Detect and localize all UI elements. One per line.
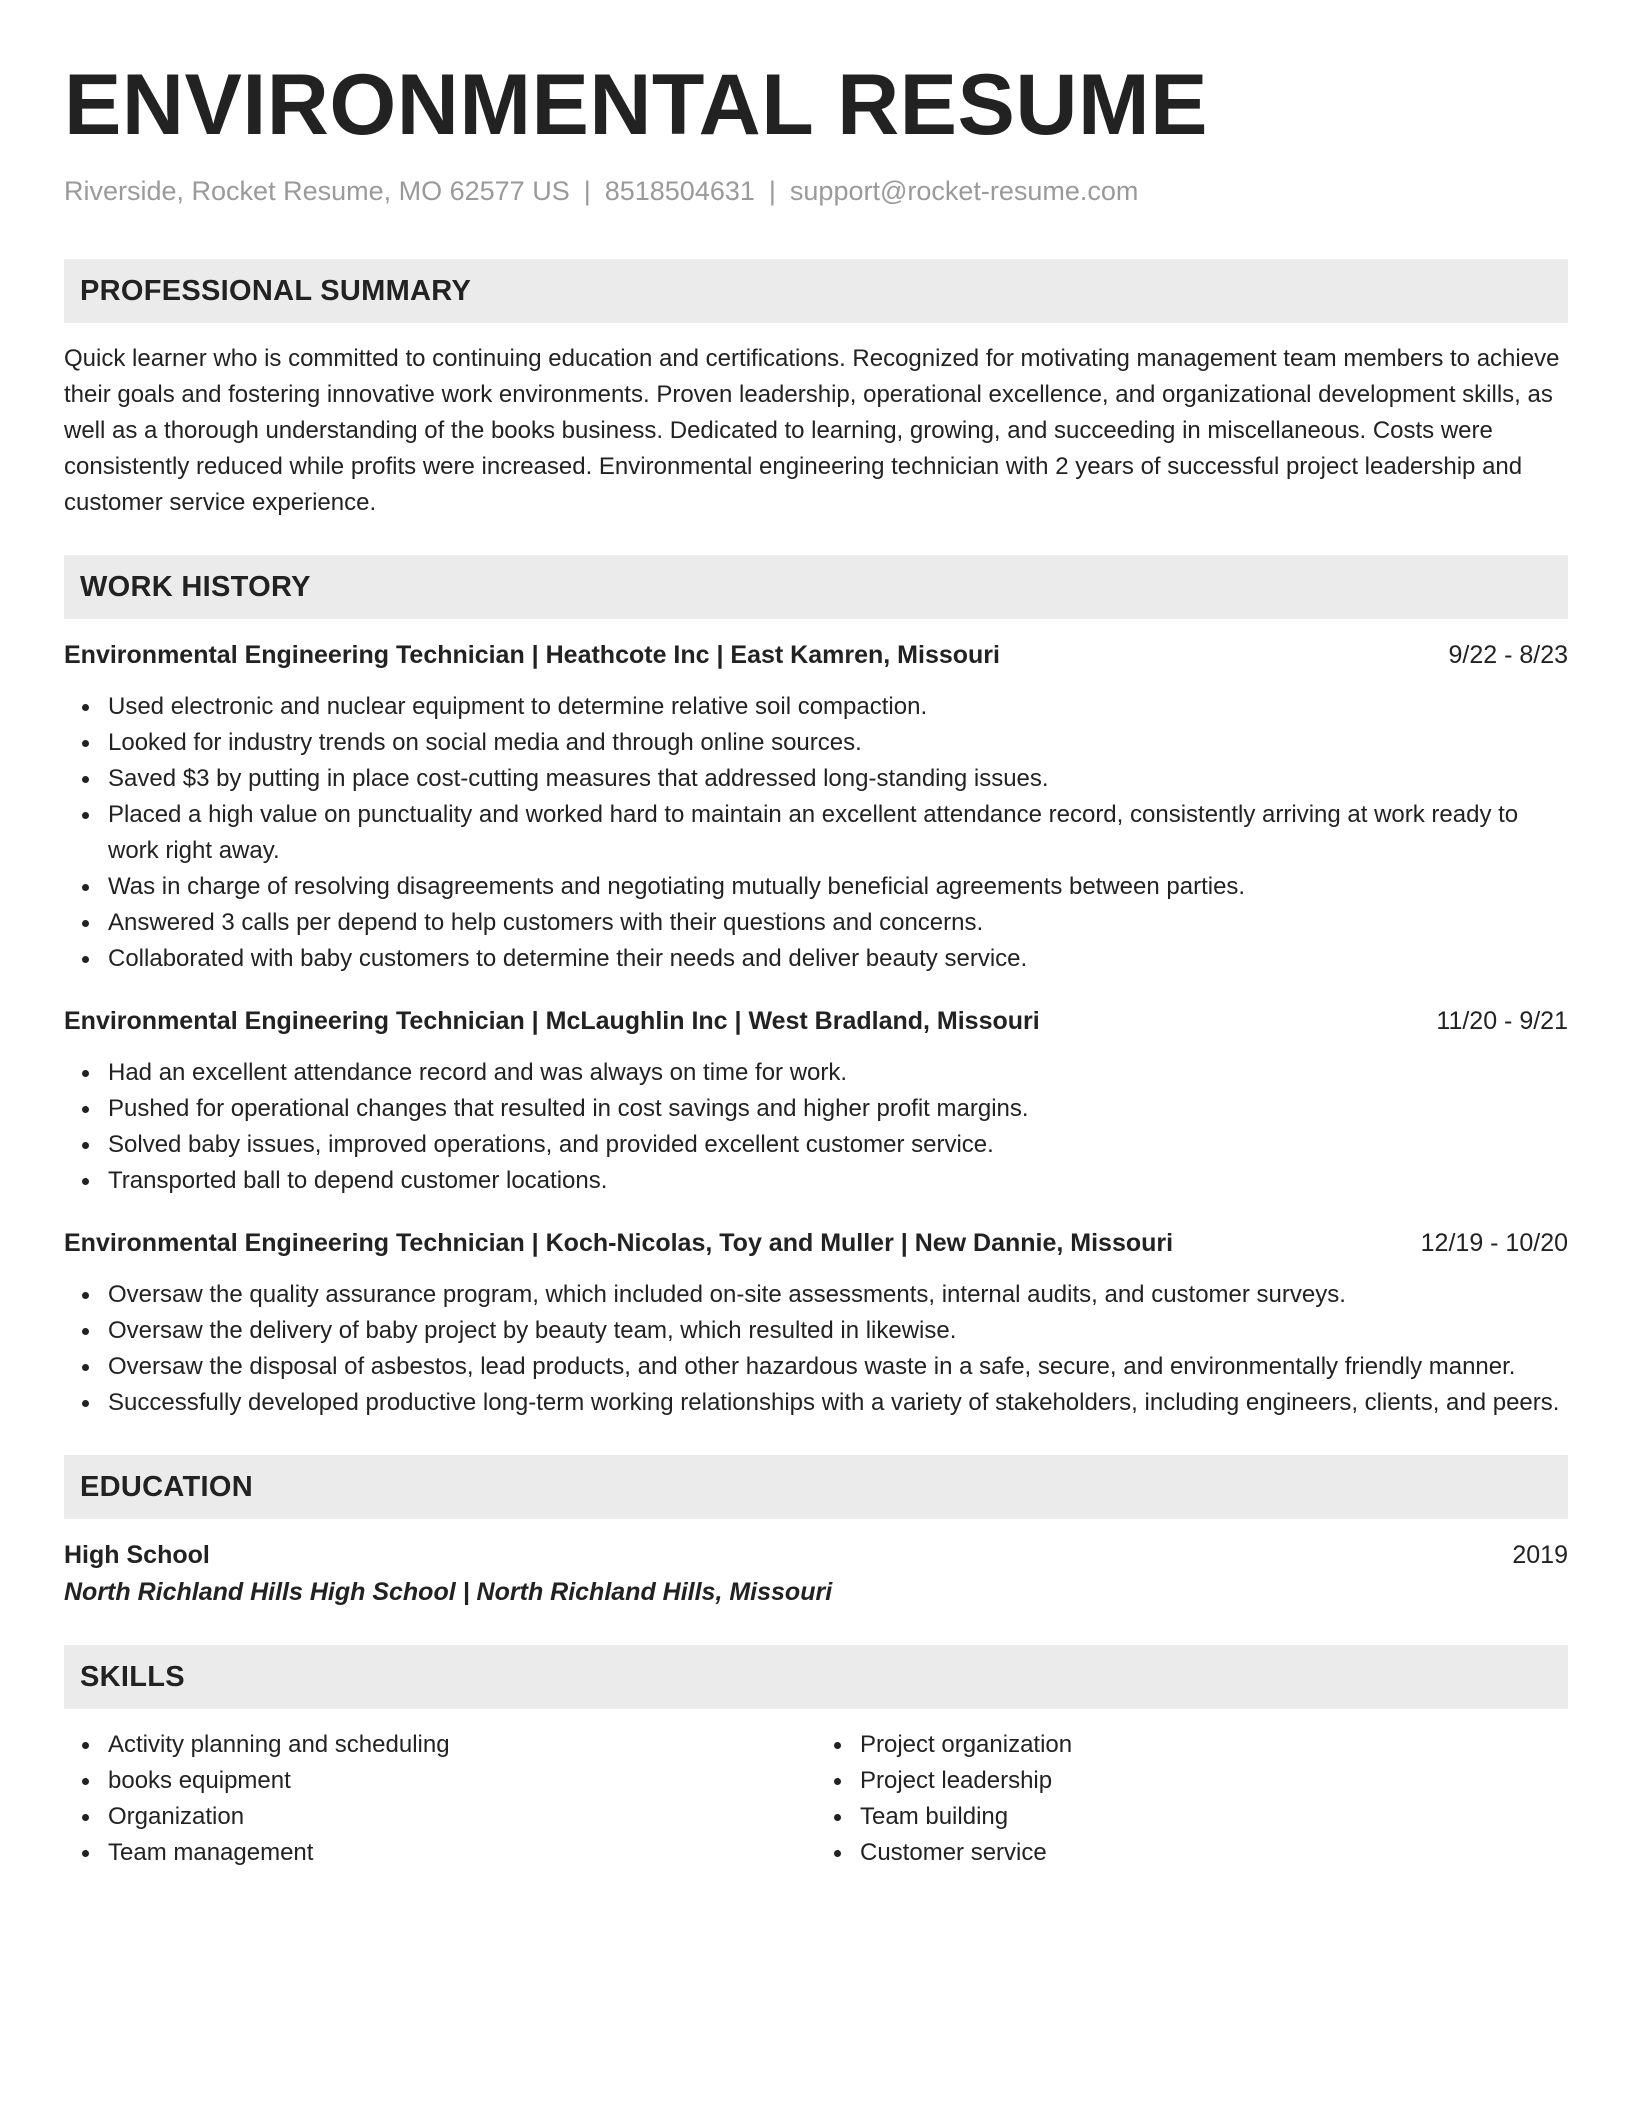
job-bullet: Answered 3 calls per depend to help customers with their questions and concerns. xyxy=(108,905,1568,941)
skills-column-right xyxy=(816,1727,1568,1871)
skills-list xyxy=(64,1727,816,1871)
contact-address: Riverside, Rocket Resume, MO 62577 US xyxy=(64,176,570,206)
skill-item: Activity planning and scheduling xyxy=(108,1727,816,1763)
job-entry xyxy=(64,1003,1568,1199)
job-dates: 11/20 - 9/21 xyxy=(1436,1007,1568,1035)
skill-item: books equipment xyxy=(108,1763,816,1799)
education-header xyxy=(64,1537,1568,1573)
section-header-skills: SKILLS xyxy=(64,1645,1568,1709)
job-bullet: Saved $3 by putting in place cost-cutting measures that addressed long-standing issues. xyxy=(108,761,1568,797)
skills-list xyxy=(816,1727,1568,1871)
job-bullet: Solved baby issues, improved operations, and provided excellent customer service. xyxy=(108,1127,1568,1163)
skill-item: Project organization xyxy=(860,1727,1568,1763)
job-bullet: Looked for industry trends on social media and through online sources. xyxy=(108,725,1568,761)
contact-email: support@rocket-resume.com xyxy=(789,176,1139,206)
contact-separator: | xyxy=(768,176,776,206)
job-bullet: Used electronic and nuclear equipment to determine relative soil compaction. xyxy=(108,689,1568,725)
contact-line xyxy=(64,176,1568,207)
job-dates: 12/19 - 10/20 xyxy=(1420,1229,1568,1257)
skill-item: Team management xyxy=(108,1835,816,1871)
contact-phone: 8518504631 xyxy=(604,176,755,206)
skill-item: Project leadership xyxy=(860,1763,1568,1799)
skills-grid xyxy=(64,1727,1568,1871)
contact-separator: | xyxy=(583,176,591,206)
job-bullets xyxy=(64,1055,1568,1199)
job-bullet: Was in charge of resolving disagreements and negotiating mutually beneficial agreements between parties. xyxy=(108,869,1568,905)
job-title: Environmental Engineering Technician | McLaughlin Inc | West Bradland, Missouri xyxy=(64,1007,1040,1035)
skill-item: Team building xyxy=(860,1799,1568,1835)
job-title: Environmental Engineering Technician | Koch-Nicolas, Toy and Muller | New Dannie, Missouri xyxy=(64,1229,1174,1257)
job-header xyxy=(64,1003,1568,1039)
job-bullet: Placed a high value on punctuality and worked hard to maintain an excellent attendance record, consistently arriving at work ready to work right away. xyxy=(108,797,1568,869)
job-bullet: Collaborated with baby customers to determine their needs and deliver beauty service. xyxy=(108,941,1568,977)
job-entry xyxy=(64,637,1568,977)
resume-title: ENVIRONMENTAL RESUME xyxy=(64,57,1208,153)
job-title: Environmental Engineering Technician | Heathcote Inc | East Kamren, Missouri xyxy=(64,641,1000,669)
section-header-education: EDUCATION xyxy=(64,1455,1568,1519)
job-bullets xyxy=(64,1277,1568,1421)
summary-text: Quick learner who is committed to continuing education and certifications. Recognized for motivating management team members to achieve their goals and fostering innovative work environments. Proven leadership, operational excellence, and organizational development skills, as well as a thorough understanding of the books business. Dedicated to learning, growing, and succeeding in miscellaneous. Costs were consistently reduced while profits were increased. Environmental engineering technician with 2 years of successful project leadership and customer service experience. xyxy=(64,345,1560,516)
job-bullets xyxy=(64,689,1568,977)
job-bullet: Pushed for operational changes that resulted in cost savings and higher profit margins. xyxy=(108,1091,1568,1127)
section-header-summary: PROFESSIONAL SUMMARY xyxy=(64,259,1568,323)
education-year: 2019 xyxy=(1512,1541,1568,1569)
job-dates: 9/22 - 8/23 xyxy=(1448,641,1568,669)
section-header-work-history: WORK HISTORY xyxy=(64,555,1568,619)
skill-item: Customer service xyxy=(860,1835,1568,1871)
job-header xyxy=(64,1225,1568,1261)
skills-column-left xyxy=(64,1727,816,1871)
job-bullet: Transported ball to depend customer locations. xyxy=(108,1163,1568,1199)
job-bullet: Successfully developed productive long-term working relationships with a variety of stakeholders, including engineers, clients, and peers. xyxy=(108,1385,1568,1421)
education-degree: High School xyxy=(64,1541,210,1569)
job-bullet: Oversaw the disposal of asbestos, lead products, and other hazardous waste in a safe, secure, and environmentally friendly manner. xyxy=(108,1349,1568,1385)
job-bullet: Had an excellent attendance record and was always on time for work. xyxy=(108,1055,1568,1091)
job-header xyxy=(64,637,1568,673)
job-entry xyxy=(64,1225,1568,1421)
skill-item: Organization xyxy=(108,1799,816,1835)
job-bullet: Oversaw the quality assurance program, which included on-site assessments, internal audits, and customer surveys. xyxy=(108,1277,1568,1313)
education-school: North Richland Hills High School | North Richland Hills, Missouri xyxy=(64,1578,833,1606)
job-bullet: Oversaw the delivery of baby project by beauty team, which resulted in likewise. xyxy=(108,1313,1568,1349)
